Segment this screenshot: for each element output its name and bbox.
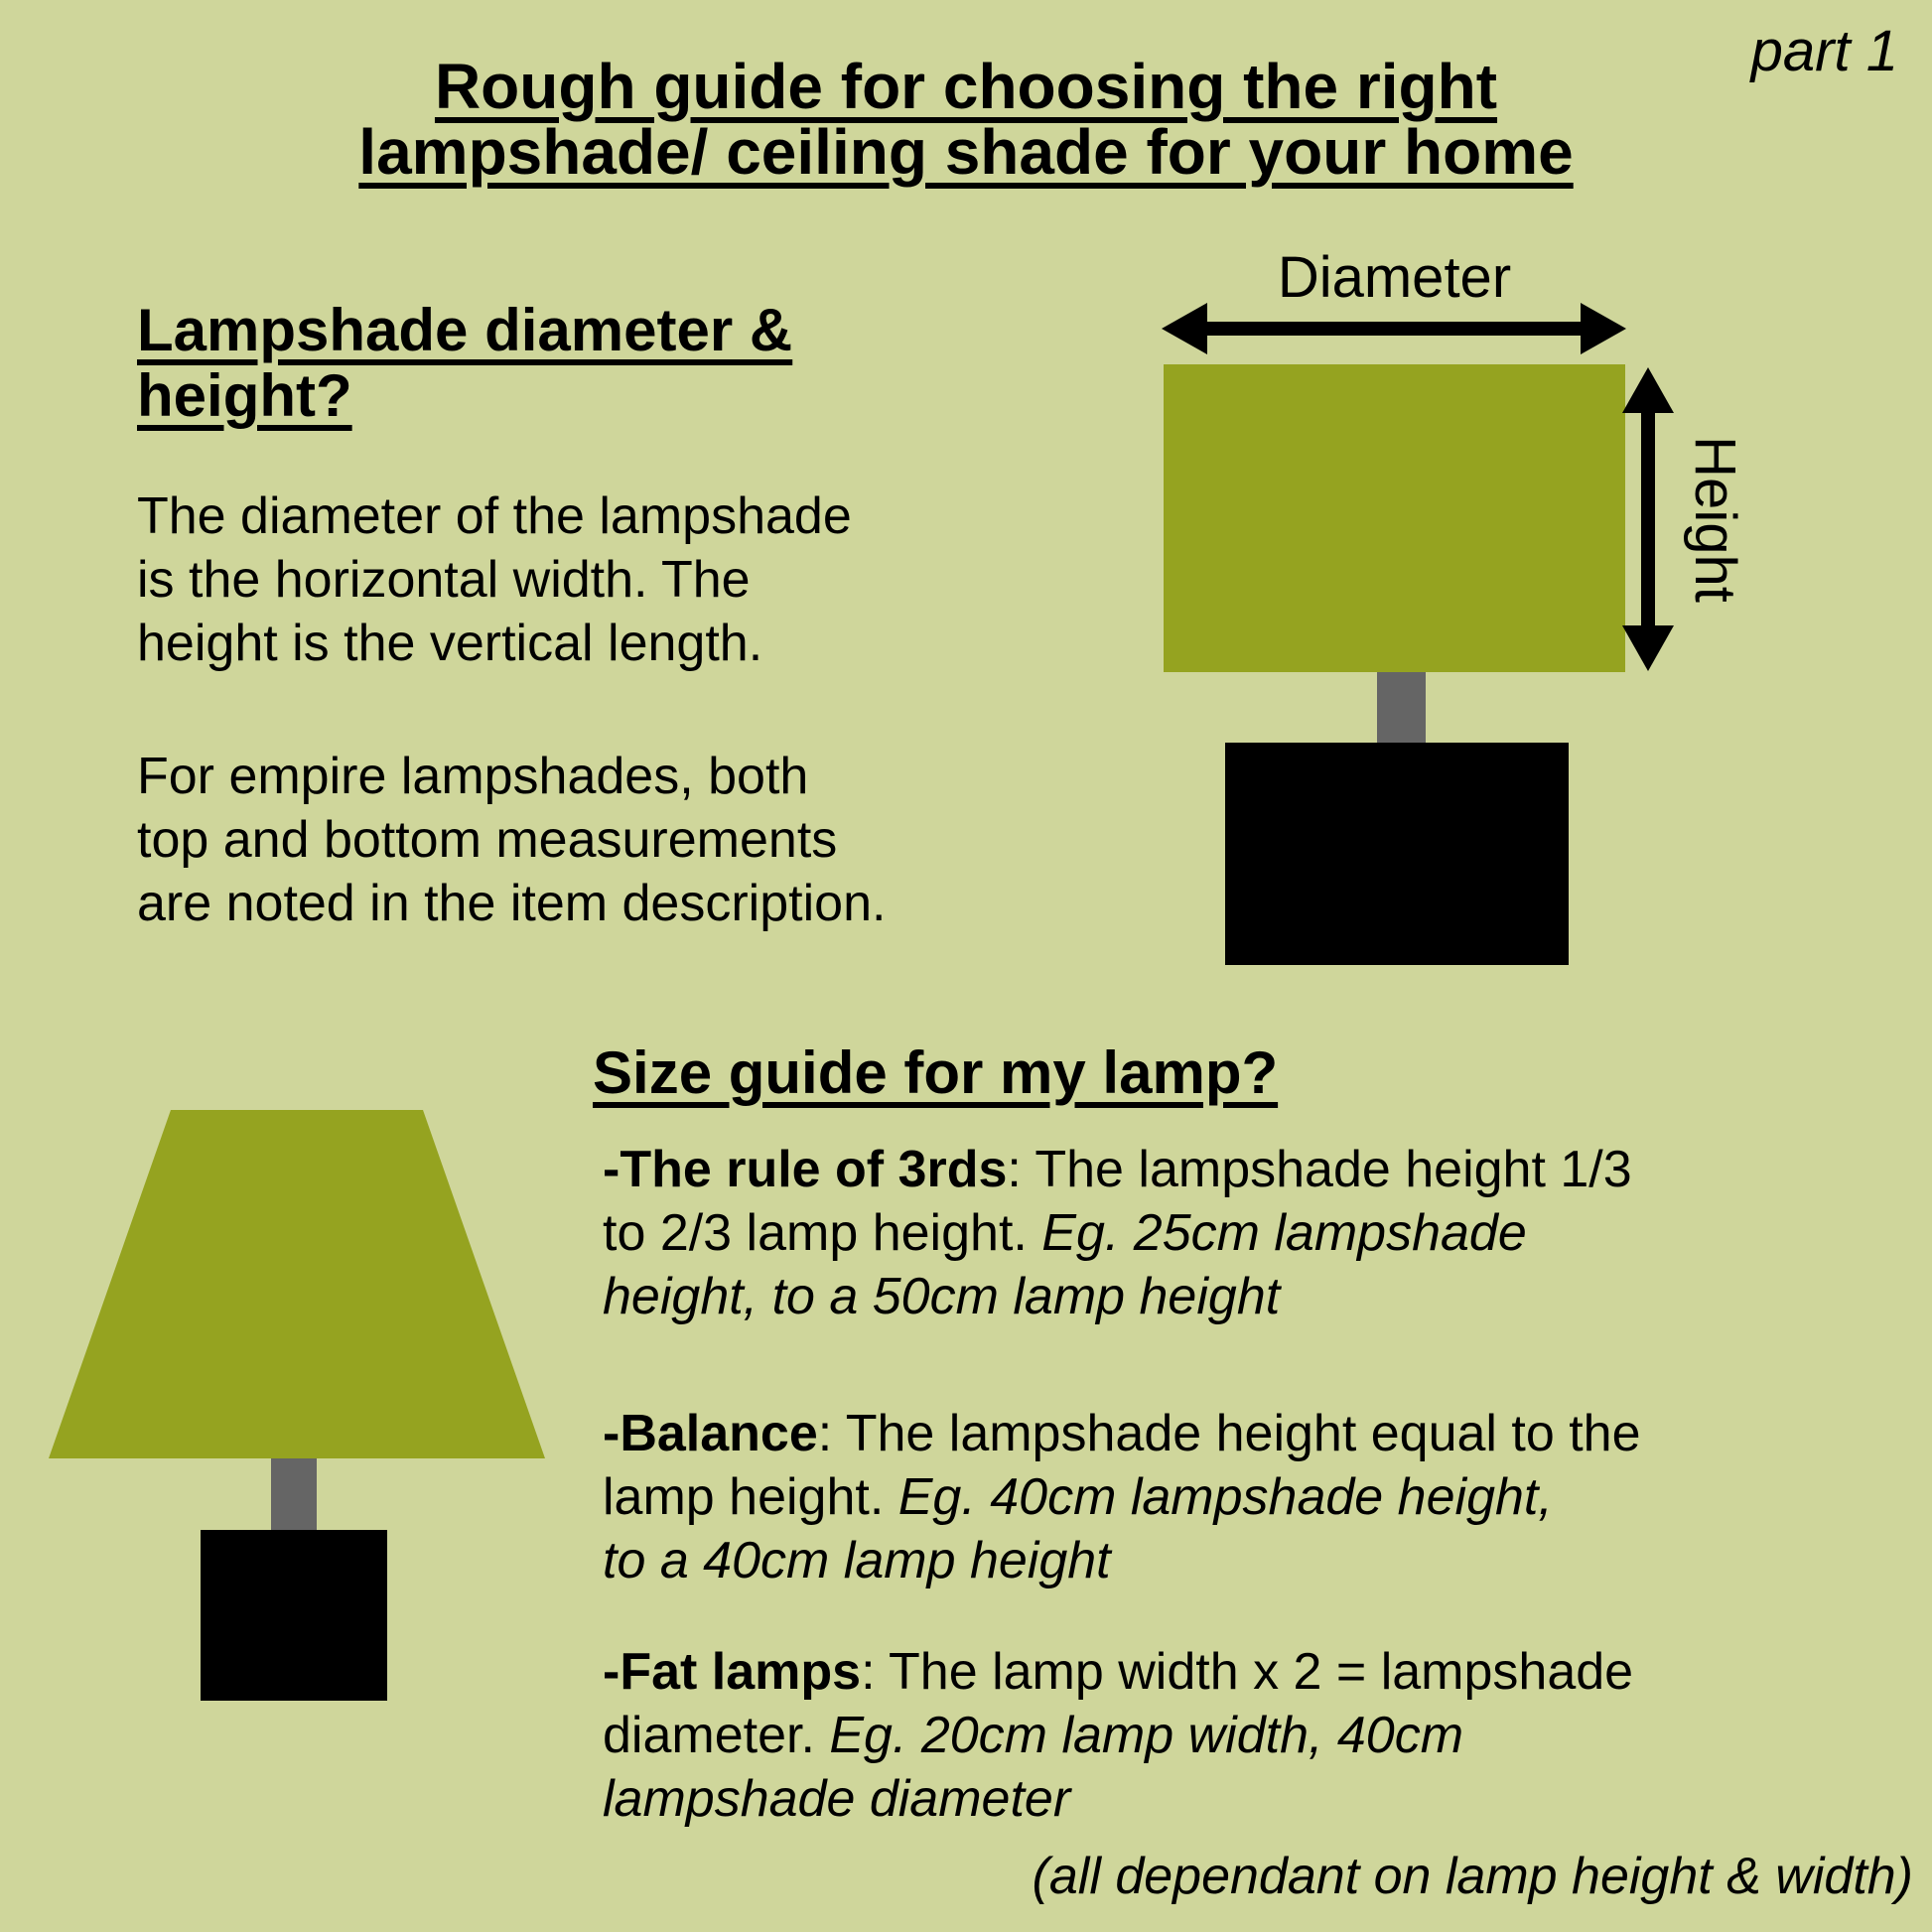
text-line: to 2/3 lamp height. Eg. 25cm lampshade [603, 1204, 1527, 1262]
text-line: -The rule of 3rds: The lampshade height 1/3 [603, 1141, 1632, 1198]
text-line: are noted in the item description. [137, 875, 887, 932]
text-line: top and bottom measurements [137, 811, 838, 869]
lamp-stem-shape [271, 1458, 317, 1530]
footnote: (all dependant on lamp height & width) [1032, 1848, 1913, 1905]
height-arrow-icon [1622, 367, 1674, 671]
empire-lampshade-shape [49, 1110, 545, 1458]
lamp-base-shape [1225, 743, 1569, 965]
rule-item-fat-lamps [603, 1640, 1641, 1831]
arrow-shaft [1199, 322, 1588, 336]
size-guide-heading: Size guide for my lamp? [593, 1039, 1279, 1106]
text-line: For empire lampshades, both [137, 748, 809, 805]
text-line: height, to a 50cm lamp height [603, 1268, 1281, 1325]
empire-lampshade-paragraph [137, 745, 886, 935]
height-label: Height [1683, 436, 1747, 603]
rule-item-balance [603, 1402, 1641, 1592]
measurements-heading-line1: Lampshade diameter & [137, 297, 793, 363]
text-line: -Fat lamps: The lamp width x 2 = lampshade [603, 1643, 1634, 1701]
arrow-down-head-icon [1622, 625, 1674, 671]
page-title-line1: Rough guide for choosing the right [434, 51, 1498, 122]
diameter-arrow-icon [1162, 303, 1626, 354]
arrow-right-head-icon [1581, 303, 1626, 354]
rule-item-rule-of-3rds [603, 1138, 1641, 1328]
text-line: The diameter of the lampshade [137, 487, 852, 545]
lamp-stem-shape [1377, 672, 1426, 743]
diameter-label: Diameter [1277, 245, 1512, 310]
text-line: is the horizontal width. The [137, 551, 751, 609]
part-label: part 1 [1750, 19, 1898, 83]
measurements-section-heading [137, 298, 792, 429]
text-line: diameter. Eg. 20cm lamp width, 40cm [603, 1707, 1464, 1764]
drum-lampshade-shape [1164, 364, 1625, 672]
page-title-line2: lampshade/ ceiling shade for your home [358, 116, 1574, 188]
text-line: height is the vertical length. [137, 615, 763, 672]
diameter-height-paragraph [137, 484, 852, 675]
lamp-base-shape [201, 1530, 387, 1701]
text-line: lamp height. Eg. 40cm lampshade height, [603, 1468, 1553, 1526]
text-line: -Balance: The lampshade height equal to the [603, 1405, 1641, 1462]
arrow-shaft [1641, 405, 1655, 633]
measurements-heading-line2: height? [137, 362, 352, 429]
text-line: to a 40cm lamp height [603, 1532, 1111, 1589]
size-rules-list [603, 1138, 1641, 1831]
text-line: lampshade diameter [603, 1770, 1071, 1828]
